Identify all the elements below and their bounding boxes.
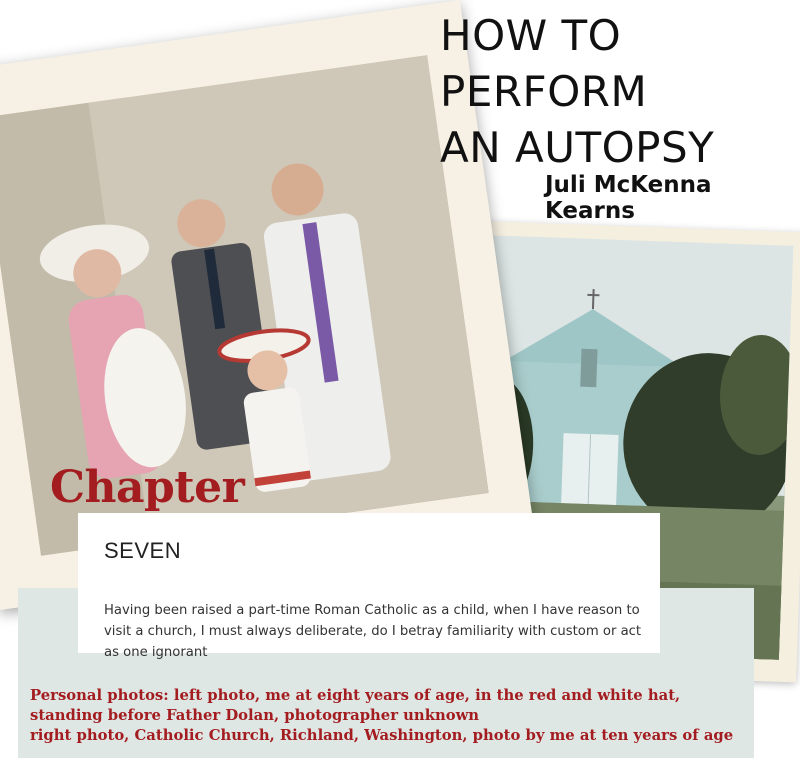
title-line-1: HOW TO bbox=[440, 11, 622, 60]
title-line-2: PERFORM bbox=[440, 67, 648, 116]
book-title bbox=[440, 8, 800, 176]
caption-line-1: Personal photos: left photo, me at eight years of age, in the red and white hat, bbox=[30, 687, 681, 704]
chapter-excerpt: Having been raised a part-time Roman Catholic as a child, when I have reason to visit a church, I must always deliberate, do I betray familiarity with custom or act as one ignorant bbox=[104, 603, 642, 660]
chapter-number: SEVEN bbox=[104, 538, 182, 563]
chapter-heading: Chapter bbox=[50, 462, 245, 513]
title-line-3: AN AUTOPSY bbox=[440, 123, 715, 172]
photo-caption bbox=[30, 686, 750, 746]
caption-line-2: standing before Father Dolan, photographer unknown bbox=[30, 707, 480, 724]
caption-line-3: right photo, Catholic Church, Richland, Washington, photo by me at ten years of age bbox=[30, 727, 734, 744]
author-name: Juli McKenna Kearns bbox=[545, 172, 712, 224]
